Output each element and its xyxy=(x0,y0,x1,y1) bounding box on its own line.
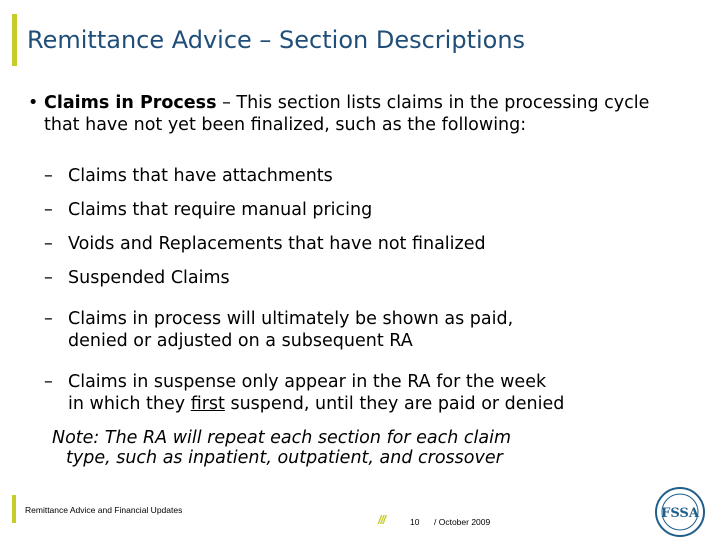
sub-bullet-text xyxy=(68,308,513,352)
note xyxy=(52,428,511,468)
dash-icon: – xyxy=(44,268,53,288)
title-accent-bar xyxy=(12,14,17,66)
sub-bullet-line: suspend, until they are paid or denied xyxy=(224,394,565,414)
main-bullet-bold: Claims in Process xyxy=(44,93,217,113)
dash-icon: – xyxy=(44,309,53,329)
note-line: Note: The RA will repeat each section for each claim xyxy=(52,428,511,448)
sub-bullet-text: Claims that have attachments xyxy=(68,166,333,186)
note-line: type, such as inpatient, outpatient, and crossover xyxy=(66,448,503,468)
emphasis-first: first xyxy=(190,394,225,414)
dash-icon: – xyxy=(44,372,53,392)
logo-text: FSSA xyxy=(661,506,699,521)
footer-accent-bar xyxy=(12,495,16,523)
main-bullet-body: – This section lists claims in the processing cycle that have not yet been finalized, such as the following: xyxy=(44,93,650,135)
page-number: 10 xyxy=(410,517,420,527)
fssa-seal-icon xyxy=(654,486,706,538)
sub-bullet-text: Claims that require manual pricing xyxy=(68,200,373,220)
page-title: Remittance Advice – Section Descriptions xyxy=(27,26,526,54)
dash-icon: – xyxy=(44,234,53,254)
sub-bullet-text: Voids and Replacements that have not finalized xyxy=(68,234,486,254)
sub-bullet-text xyxy=(68,371,564,415)
footer-date: / October 2009 xyxy=(434,517,491,527)
sub-bullet-text: Suspended Claims xyxy=(68,268,230,288)
sub-bullet-line: Claims in suspense only appear in the RA for the week xyxy=(68,372,547,392)
footer-slashes: /// xyxy=(378,513,386,527)
footer-title: Remittance Advice and Financial Updates xyxy=(25,505,183,515)
dash-icon: – xyxy=(44,166,53,186)
bullet-icon: • xyxy=(28,93,39,113)
sub-bullet-line: in which they xyxy=(68,394,191,414)
main-bullet-text xyxy=(44,92,664,136)
dash-icon: – xyxy=(44,200,53,220)
sub-bullet-line: Claims in process will ultimately be shown as paid, xyxy=(68,309,514,329)
sub-bullet-line: denied or adjusted on a subsequent RA xyxy=(68,331,413,351)
